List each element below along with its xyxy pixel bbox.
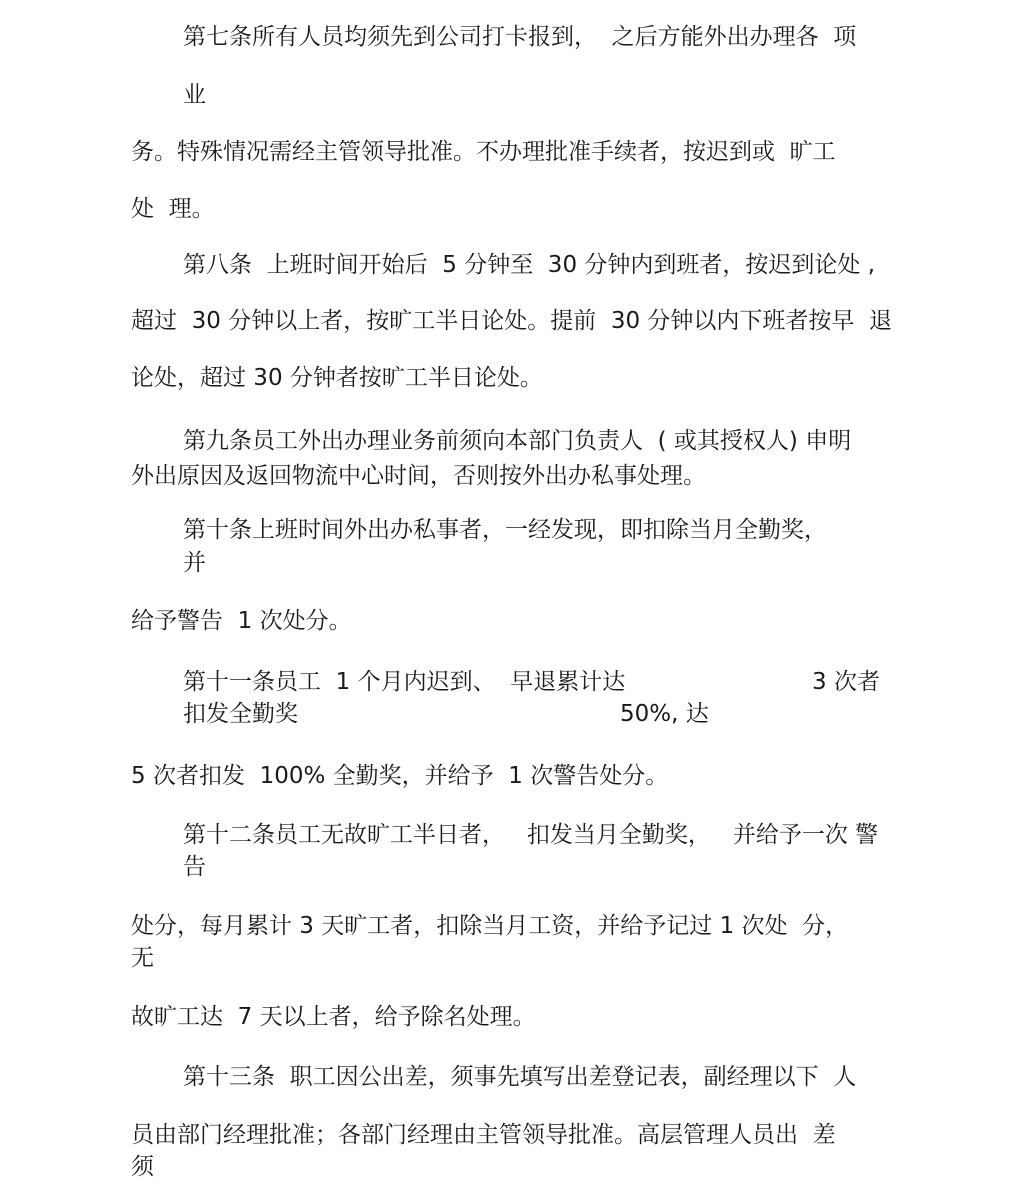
article-8-line-1: 第八条 上班时间开始后 5 分钟至 30 分钟内到班者，按迟到论处 ,	[183, 252, 876, 278]
article-9-line-2: 外出原因及返回物流中心时间，否则按外出办私事处理。	[131, 463, 706, 489]
article-8-line-3: 论处，超过 30 分钟者按旷工半日论处。	[131, 365, 543, 391]
article-7-line-1: 第七条所有人员均须先到公司打卡报到， 之后方能外出办理各 项	[183, 24, 857, 50]
article-9-line-1: 第九条员工外出办理业务前须向本部门负责人 ( 或其授权人) 申明	[183, 428, 852, 454]
article-11-line-1b: 3 次者	[812, 669, 880, 695]
article-10-line-1: 第十条上班时间外出办私事者，一经发现，即扣除当月全勤奖，	[183, 517, 827, 543]
article-8-line-2: 超过 30 分钟以上者，按旷工半日论处。提前 30 分钟以内下班者按早 退	[131, 308, 893, 334]
article-11-line-3: 5 次者扣发 100% 全勤奖，并给予 1 次警告处分。	[131, 763, 669, 789]
article-7-line-3: 务。特殊情况需经主管领导批准。不办理批准手续者，按迟到或 旷工	[131, 139, 836, 165]
article-12-line-4: 无	[131, 945, 154, 971]
article-12-line-2: 告	[183, 854, 206, 880]
article-12-line-1: 第十二条员工无故旷工半日者， 扣发当月全勤奖， 并给予一次 警	[183, 822, 879, 848]
article-7-line-2: 业	[183, 82, 206, 108]
article-13-line-3: 须	[131, 1154, 154, 1180]
article-13-line-1: 第十三条 职工因公出差，须事先填写出差登记表，副经理以下 人	[183, 1064, 857, 1090]
article-12-line-5: 故旷工达 7 天以上者，给予除名处理。	[131, 1004, 536, 1030]
article-11-line-2a: 扣发全勤奖	[183, 701, 298, 727]
article-11-line-1a: 第十一条员工 1 个月内迟到、 早退累计达	[183, 669, 626, 695]
article-11-line-2b: 50%, 达	[620, 701, 709, 727]
article-12-line-3: 处分，每月累计 3 天旷工者，扣除当月工资，并给予记过 1 次处 分，	[131, 913, 849, 939]
article-7-line-4: 处 理。	[131, 196, 215, 222]
article-10-line-2: 并	[183, 550, 206, 576]
article-10-line-3: 给予警告 1 次处分。	[131, 608, 352, 634]
article-13-line-2: 员由部门经理批准；各部门经理由主管领导批准。高层管理人员出 差	[131, 1122, 836, 1148]
